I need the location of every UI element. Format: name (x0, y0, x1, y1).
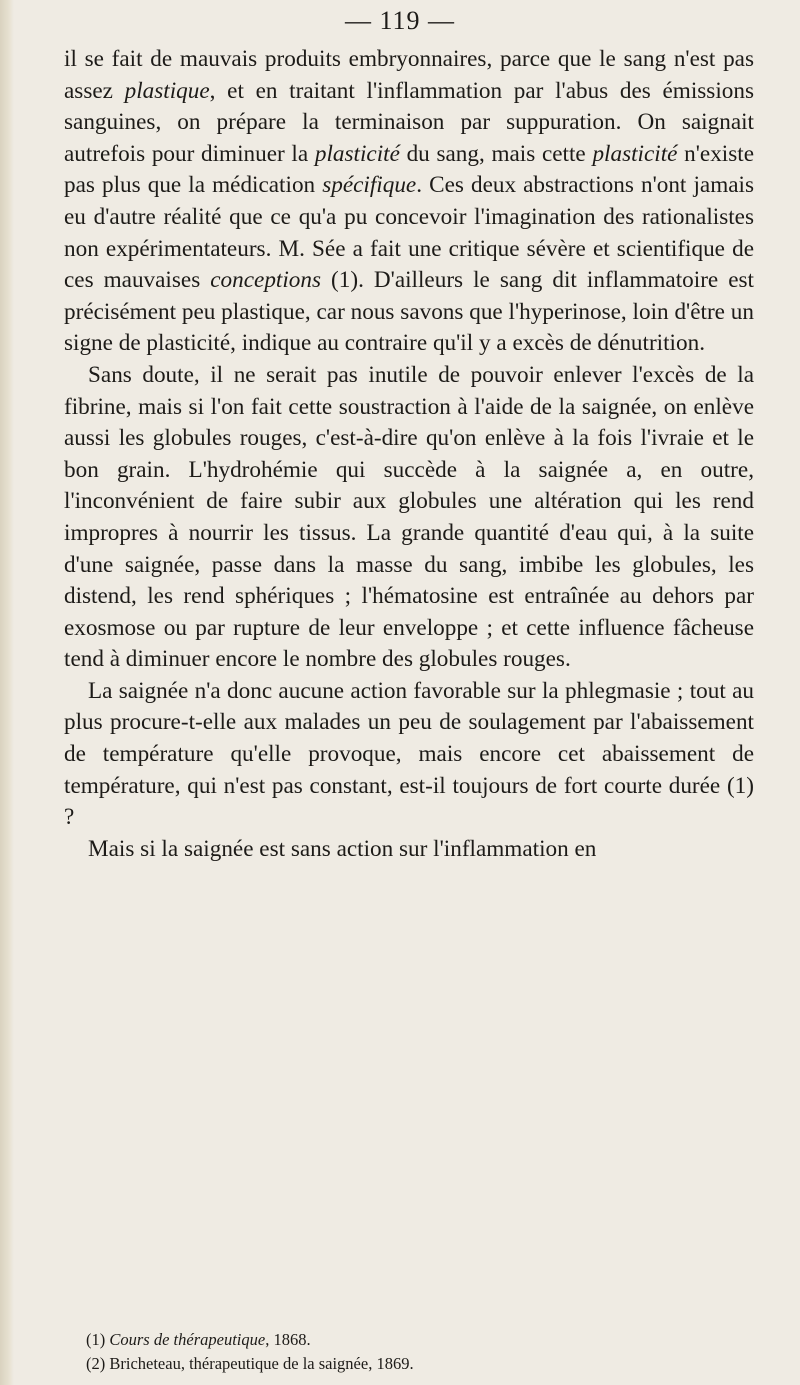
paragraph-2 (64, 360, 754, 676)
paragraph-3 (64, 676, 754, 834)
italic-text: plastique (124, 77, 210, 104)
paragraph-1 (64, 44, 754, 360)
text-run: . Ces deux abstractions n'ont jamais eu d'autre réalité que ce qu'a pu concevoir l'imagination des rationalistes non expérimentateurs. M. Sée a fait une critique sévère et scientifique de ces mauvaises (64, 172, 754, 294)
paragraph-4 (64, 834, 754, 866)
text-run: Mais si la saignée est sans action sur l'inflammation en (88, 835, 597, 862)
italic-text: conceptions (210, 267, 322, 294)
text-run: du sang, mais cette (399, 140, 593, 167)
text-run: il se fait de mauvais produits embryonnaires, parce que le sang n'est pas assez (64, 46, 754, 104)
italic-text: plasticité (592, 140, 678, 167)
text-run: n'existe pas plus que la médication (64, 140, 755, 199)
page-number: — 119 — (344, 6, 456, 35)
italic-text: spécifique (322, 172, 417, 199)
text-run: (2) Bricheteau, thérapeutique de la saignée, 1869. (86, 1354, 414, 1373)
body-text (64, 44, 754, 865)
italic-text: plasticité (314, 140, 400, 167)
text-run: (1) (86, 1330, 110, 1349)
text-run: , 1868. (265, 1330, 311, 1349)
text-run: (1). D'ailleurs le sang dit inflammatoire est précisément peu plastique, car nous savons que l'hyperinose, loin d'être un signe de plasticité, indique au contraire qu'il y a excès de dénutrition. (64, 267, 754, 357)
text-run: La saignée n'a donc aucune action favorable sur la phlegmasie ; tout au plus procure-t-elle aux malades un peu de soulagement par l'abaissement de température qu'elle provoque, mais encore cet abaissement de température, qui n'est pas constant, est-il toujours de fort courte durée (1) ? (64, 677, 754, 831)
page-edge-shadow (0, 0, 14, 1385)
italic-text: Cours de thérapeutique (109, 1330, 266, 1349)
text-run: , et en traitant l'inflammation par l'abus des émissions sanguines, on prépare la terminaison par suppuration. On saignait autrefois pour diminuer la (64, 77, 754, 167)
footnote-2 (86, 1352, 766, 1376)
footnote-1 (86, 1328, 766, 1352)
footnotes (86, 1328, 766, 1376)
text-run: Sans doute, il ne serait pas inutile de pouvoir enlever l'excès de la fibrine, mais si l'on fait cette soustraction à l'aide de la saignée, on enlève aussi les globules rouges, c'est-à-dire qu'on enlève à la fois l'ivraie et le bon grain. L'hydrohémie qui succède à la saignée a, en outre, l'inconvénient de faire subir aux globules une altération qui les rend impropres à nourrir les tissus. La grande quantité d'eau qui, à la suite d'une saignée, passe dans la masse du sang, imbibe les globules, les distend, les rend sphériques ; l'hématosine est entraînée au dehors par exosmose ou par rupture de leur enveloppe ; et cette influence fâcheuse tend à diminuer encore le nombre des globules rouges. (64, 361, 754, 673)
